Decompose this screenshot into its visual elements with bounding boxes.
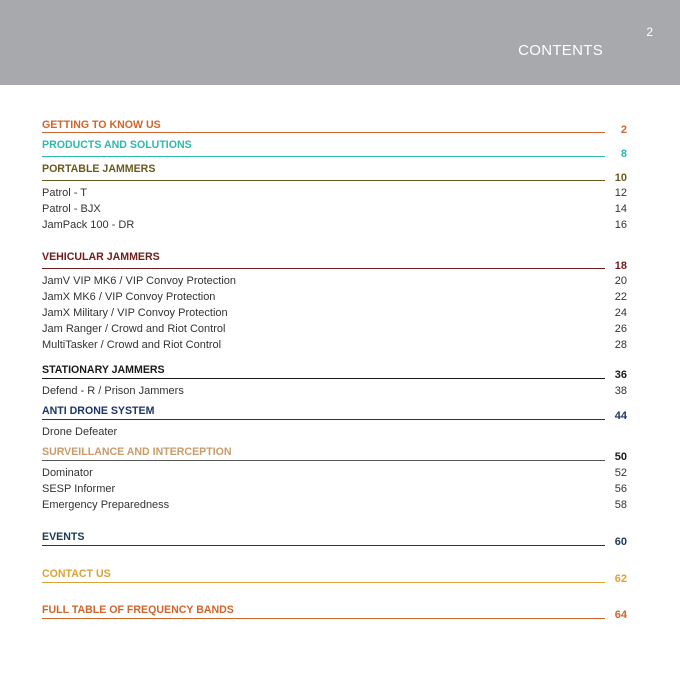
toc-item-page[interactable]: 56 (614, 483, 627, 495)
toc-rule-getting-to-know-us (42, 132, 605, 133)
toc-item-patrol-t[interactable]: Patrol - T (42, 187, 88, 199)
toc-item-page[interactable]: 38 (614, 385, 627, 397)
toc-heading-anti-drone-system[interactable]: ANTI DRONE SYSTEM (42, 405, 155, 417)
toc-rule-surveillance-and-interception (42, 460, 605, 461)
toc-rule-contact-us (42, 582, 605, 583)
toc-item-jam-ranger[interactable]: Jam Ranger / Crowd and Riot Control (42, 323, 226, 335)
toc-rule-full-table-of-frequency-bands (42, 618, 605, 619)
toc-item-page[interactable]: 52 (614, 467, 627, 479)
toc-item-page[interactable]: 24 (614, 307, 627, 319)
toc-item-defend-r[interactable]: Defend - R / Prison Jammers (42, 385, 184, 397)
toc-item-jamx-mk6[interactable]: JamX MK6 / VIP Convoy Protection (42, 291, 216, 303)
toc-item-page[interactable]: 28 (614, 339, 627, 351)
toc-item-patrol-bjx[interactable]: Patrol - BJX (42, 203, 101, 215)
toc-item-jamx-military[interactable]: JamX Military / VIP Convoy Protection (42, 307, 228, 319)
toc-rule-products-and-solutions (42, 156, 605, 157)
toc-heading-portable-jammers[interactable]: PORTABLE JAMMERS (42, 163, 156, 175)
toc-rule-anti-drone-system (42, 419, 605, 420)
toc-heading-vehicular-jammers[interactable]: VEHICULAR JAMMERS (42, 251, 160, 263)
toc-item-page[interactable]: 20 (614, 275, 627, 287)
toc-page-surveillance-and-interception[interactable]: 50 (614, 451, 627, 463)
toc-page-contact-us[interactable]: 62 (614, 573, 627, 585)
toc-heading-products-and-solutions[interactable]: PRODUCTS AND SOLUTIONS (42, 139, 192, 151)
toc-rule-stationary-jammers (42, 378, 605, 379)
page-title: CONTENTS (518, 42, 603, 59)
toc-item-jampack-100-dr[interactable]: JamPack 100 - DR (42, 219, 135, 231)
toc-rule-portable-jammers (42, 180, 605, 181)
toc-rule-vehicular-jammers (42, 268, 605, 269)
toc-page-getting-to-know-us[interactable]: 2 (620, 124, 627, 136)
toc-rule-events (42, 545, 605, 546)
toc-item-drone-defeater[interactable]: Drone Defeater (42, 426, 118, 438)
toc-page-products-and-solutions[interactable]: 8 (620, 148, 627, 160)
toc-item-page[interactable]: 22 (614, 291, 627, 303)
toc-heading-events[interactable]: EVENTS (42, 531, 85, 543)
toc-item-jamv-vip-mk6[interactable]: JamV VIP MK6 / VIP Convoy Protection (42, 275, 237, 287)
toc-item-page[interactable]: 12 (614, 187, 627, 199)
toc-heading-contact-us[interactable]: CONTACT US (42, 568, 111, 580)
toc-item-page[interactable]: 26 (614, 323, 627, 335)
toc-item-multitasker[interactable]: MultiTasker / Crowd and Riot Control (42, 339, 222, 351)
toc-page-vehicular-jammers[interactable]: 18 (614, 260, 627, 272)
toc-heading-getting-to-know-us[interactable]: GETTING TO KNOW US (42, 119, 161, 131)
toc-page-full-table-of-frequency-bands[interactable]: 64 (614, 609, 627, 621)
toc-item-dominator[interactable]: Dominator (42, 467, 93, 479)
toc-page-portable-jammers[interactable]: 10 (614, 172, 627, 184)
toc-heading-full-table-of-frequency-bands[interactable]: FULL TABLE OF FREQUENCY BANDS (42, 604, 234, 616)
page-number: 2 (646, 25, 653, 39)
toc-item-page[interactable]: 14 (614, 203, 627, 215)
toc-item-sesp-informer[interactable]: SESP Informer (42, 483, 116, 495)
toc-page-anti-drone-system[interactable]: 44 (614, 410, 627, 422)
toc-item-emergency-preparedness[interactable]: Emergency Preparedness (42, 499, 170, 511)
toc-item-page[interactable]: 16 (614, 219, 627, 231)
toc-page-events[interactable]: 60 (614, 536, 627, 548)
toc-page-stationary-jammers[interactable]: 36 (614, 369, 627, 381)
toc-heading-surveillance-and-interception[interactable]: SURVEILLANCE AND INTERCEPTION (42, 446, 232, 458)
toc-item-page[interactable]: 58 (614, 499, 627, 511)
toc-heading-stationary-jammers[interactable]: STATIONARY JAMMERS (42, 364, 165, 376)
